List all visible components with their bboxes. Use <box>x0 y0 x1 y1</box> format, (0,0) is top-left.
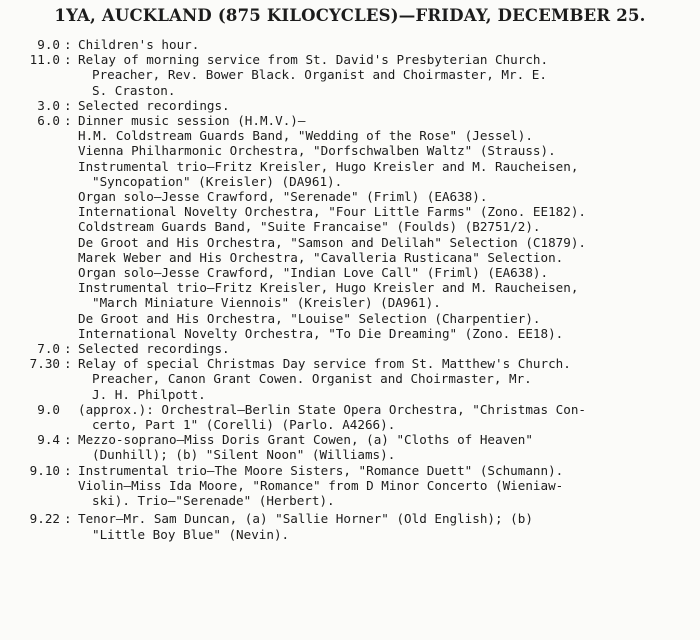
entry-line: Preacher, Rev. Bower Black. Organist and Choirmaster, Mr. E. <box>92 67 547 83</box>
dinner-item: Instrumental trio—Fritz Kreisler, Hugo Kreisler and M. Raucheisen, <box>78 158 579 174</box>
dinner-item: International Novelty Orchestra, "Four Little Farms" (Zono. EE182). <box>78 204 586 220</box>
entry-line: Mezzo-soprano—Miss Doris Grant Cowen, (a) "Cloths of Heaven" <box>78 432 533 448</box>
programme-entry: 3.0 : Selected recordings. <box>0 98 700 113</box>
entry-time: 6.0 <box>37 113 60 129</box>
entry-line: J. H. Philpott. <box>92 386 206 402</box>
dinner-item: H.M. Coldstream Guards Band, "Wedding of the Rose" (Jessel). <box>78 128 533 144</box>
dinner-item: Vienna Philharmonic Orchestra, "Dorfschwalben Waltz" (Strauss). <box>78 143 556 159</box>
dinner-item-continued: "Syncopation" (Kreisler) (DA961). <box>92 173 343 189</box>
entry-line: Instrumental trio—The Moore Sisters, "Romance Duett" (Schumann). <box>78 462 564 478</box>
entry-line: Children's hour. <box>78 37 200 52</box>
programme-entry: 9.10 : Instrumental trio—The Moore Sisters, "Romance Duett" (Schumann). Violin—Miss Ida Moore, "Romance" from D Minor Concerto (Wieniaw- ski). Trio—"Serenade" (Herbert). <box>0 463 700 509</box>
programme-heading: 1YA, AUCKLAND (875 KILOCYCLES)—FRIDAY, DECEMBER 25. <box>54 6 646 25</box>
entry-time: 9.0 <box>37 401 60 417</box>
programme-entry: 11.0 : Relay of morning service from St. David's Presbyterian Church. Preacher, Rev. Bower Black. Organist and Choirmaster, Mr. E. S. Craston. <box>0 52 700 98</box>
dinner-music-list <box>78 128 694 341</box>
entry-line: S. Craston. <box>92 82 176 98</box>
entry-time: 9.22 <box>29 511 60 527</box>
entry-time: 9.4 <box>37 432 60 448</box>
programme-entry: 9.0 : Children's hour. <box>0 37 700 52</box>
dinner-item: Organ solo—Jesse Crawford, "Serenade" (Friml) (EA638). <box>78 189 488 205</box>
dinner-item-continued: "March Miniature Viennois" (Kreisler) (DA961). <box>92 295 441 311</box>
entry-time: 7.0 <box>37 341 60 357</box>
entry-line: Preacher, Canon Grant Cowen. Organist and Choirmaster, Mr. <box>92 371 532 387</box>
entry-time: 9.0 <box>37 37 60 52</box>
dinner-item: Instrumental trio—Fritz Kreisler, Hugo Kreisler and M. Raucheisen, <box>78 280 579 296</box>
entry-line: Relay of special Christmas Day service from St. Matthew's Church. <box>78 356 571 372</box>
entry-line: Violin—Miss Ida Moore, "Romance" from D Minor Concerto (Wieniaw- <box>78 477 564 493</box>
entry-line: (Dunhill); (b) "Silent Noon" (Williams). <box>92 447 396 463</box>
dinner-item: Coldstream Guards Band, "Suite Francaise" (Foulds) (B2751/2). <box>78 219 541 235</box>
entry-line: certo, Part 1" (Corelli) (Parlo. A4266). <box>92 417 396 433</box>
entry-time: 3.0 <box>37 97 60 113</box>
dinner-item: De Groot and His Orchestra, "Samson and Delilah" Selection (C1879). <box>78 234 586 250</box>
dinner-item: Marek Weber and His Orchestra, "Cavalleria Rusticana" Selection. <box>78 249 564 265</box>
entry-line: Selected recordings. <box>78 341 230 357</box>
entry-line: ski). Trio—"Serenade" (Herbert). <box>92 493 335 509</box>
programme-entry <box>0 402 700 432</box>
entry-line: Selected recordings. <box>78 97 230 113</box>
entry-time: 7.30 <box>29 356 60 372</box>
dinner-item: International Novelty Orchestra, "To Die Dreaming" (Zono. EE18). <box>78 325 564 341</box>
programme-entry: 7.0 : Selected recordings. <box>0 341 700 356</box>
programme-entry: 6.0 : Dinner music session (H.M.V.)— <box>0 113 700 128</box>
entry-time: 11.0 <box>29 52 60 68</box>
dinner-item: Organ solo—Jesse Crawford, "Indian Love Call" (Friml) (EA638). <box>78 265 549 281</box>
dinner-item: De Groot and His Orchestra, "Louise" Selection (Charpentier). <box>78 310 541 326</box>
programme-entry: 9.22 : Tenor—Mr. Sam Duncan, (a) "Sallie Horner" (Old English); (b) "Little Boy Blue" (Nevin). <box>0 511 700 541</box>
entry-line: Relay of morning service from St. David's Presbyterian Church. <box>78 52 549 68</box>
entry-line: (approx.): Orchestral—Berlin State Opera Orchestra, "Christmas Con- <box>78 401 586 417</box>
programme-entry: 7.30 : Relay of special Christmas Day service from St. Matthew's Church. Preacher, Canon Grant Cowen. Organist and Choirmaster, Mr. J. H. Philpott. <box>0 356 700 402</box>
entry-time: 9.10 <box>29 462 60 478</box>
entry-line: Tenor—Mr. Sam Duncan, (a) "Sallie Horner" (Old English); (b) <box>78 511 533 527</box>
entry-line: "Little Boy Blue" (Nevin). <box>92 526 290 542</box>
programme-entry: 9.4 : Mezzo-soprano—Miss Doris Grant Cowen, (a) "Cloths of Heaven" (Dunhill); (b) "Silent Noon" (Williams). <box>0 432 700 462</box>
entry-line: Dinner music session (H.M.V.)— <box>78 113 306 129</box>
programme-listing <box>0 37 700 542</box>
